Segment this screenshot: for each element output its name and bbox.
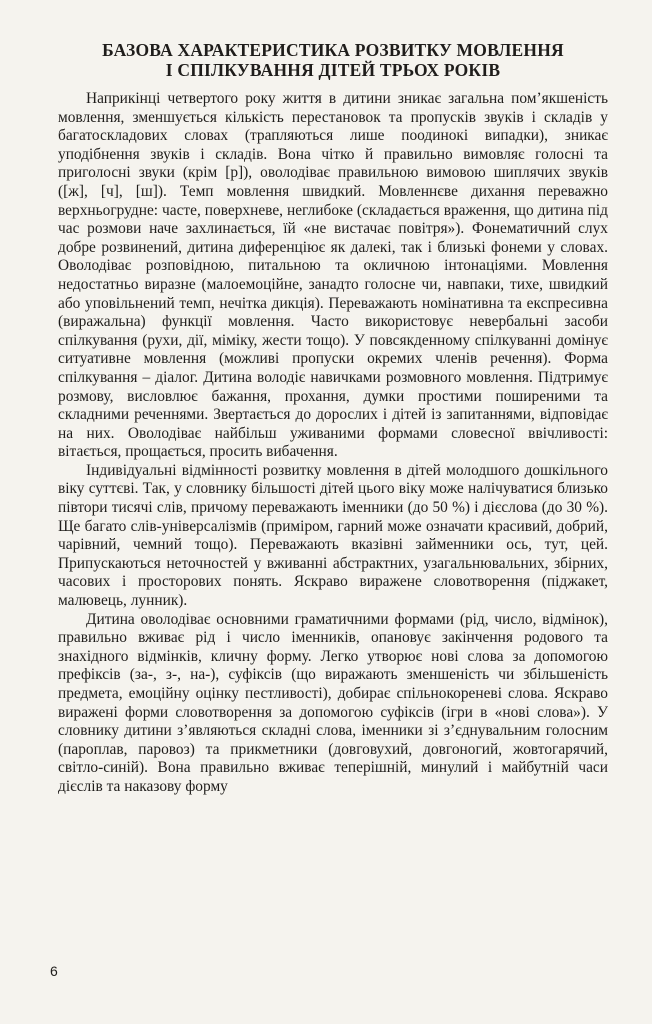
paragraph: Індивідуальні відмінності розвитку мовлення в дітей молодшого дошкільного віку суттєві. Так, у словнику більшості дітей цього віку може налічуватися близько півтори тисячі слів, причому переважають іменники (до 50 %) і дієслова (до 30 %). Ще багато слів-універсалізмів (приміром, гарний може означати красивий, добрий, чарівний, чемний тощо). Переважають вказівні займенники ось, тут, цей. Припускаються неточностей у вживанні абстрактних, узагальнювальних, збірних, часових і просторових понять. Яскраво виражене словотворення (піджакет, малювець, лунник). [58, 461, 608, 610]
title-line-2: І СПІЛКУВАННЯ ДІТЕЙ ТРЬОХ РОКІВ [165, 60, 501, 80]
page-title [58, 40, 608, 80]
title-line-1: БАЗОВА ХАРАКТЕРИСТИКА РОЗВИТКУ МОВЛЕННЯ [102, 40, 564, 60]
page-number: 6 [50, 963, 58, 979]
body-text [58, 90, 608, 797]
paragraph: Наприкінці четвертого року життя в дитини зникає загальна пом’якшеність мовлення, зменшується кількість перестановок та пропусків звуків і складів у багатоскладових словах (трапляються лише поодинокі випадки), зникає уподібнення звуків і складів. Вона чітко й правильно вимовляє голосні та приголосні звуки (крім [р]), оволодіває правильною вимовою шиплячих звуків ([ж], [ч], [ш]). Темп мовлення швидкий. Мовленнєве дихання переважно верхньогрудне: часте, поверхневе, неглибоке (складається враження, що дитина під час розмови наче захлинається, їй «не вистачає повітря»). Фонематичний слух добре розвинений, дитина диференціює як далекі, так і близькі фонеми у словах. Оволодіває розповідною, питальною та окличною інтонаціями. Мовлення недостатньо виразне (малоемоційне, занадто голосне чи, навпаки, тихе, швидкий або уповільнений темп, нечітка дикція). Переважають номінативна та експресивна (виражальна) функції мовлення. Часто використовує невербальні засоби спілкування (рухи, дії, міміку, жести тощо). У повсякденному спілкуванні домінує ситуативне мовлення (можливі пропуски окремих членів речення). Форма спілкування – діалог. Дитина володіє навичками розмовного мовлення. Підтримує розмову, висловлює бажання, прохання, думки простими поширеними та складними реченнями. Звертається до дорослих і дітей із запитаннями, відповідає на них. Оволодіває найбільш уживаними формами словесної ввічливості: вітається, прощається, просить вибачення. [58, 90, 608, 461]
paragraph: Дитина оволодіває основними граматичними формами (рід, число, відмінок), правильно вживає рід і число іменників, опановує закінчення родового та знахідного відмінків, кличну форму. Легко утворює нові слова за допомогою префіксів (за-, з-, на-), суфіксів (що виражають зменшеність чи збільшеність предмета, емоційну оцінку пестливості), добирає спільнокореневі слова. Яскраво виражені форми словотворення за допомогою суфіксів (ігри в «нові слова»). У словнику дитини з’являються складні слова, іменники зі з’єднувальним голосним (пароплав, паровоз) та прикметники (довговухий, довгоногий, жовтогарячий, світло-синій). Вона правильно вживає теперішній, минулий і майбутній часи дієслів та наказову форму [58, 610, 608, 795]
